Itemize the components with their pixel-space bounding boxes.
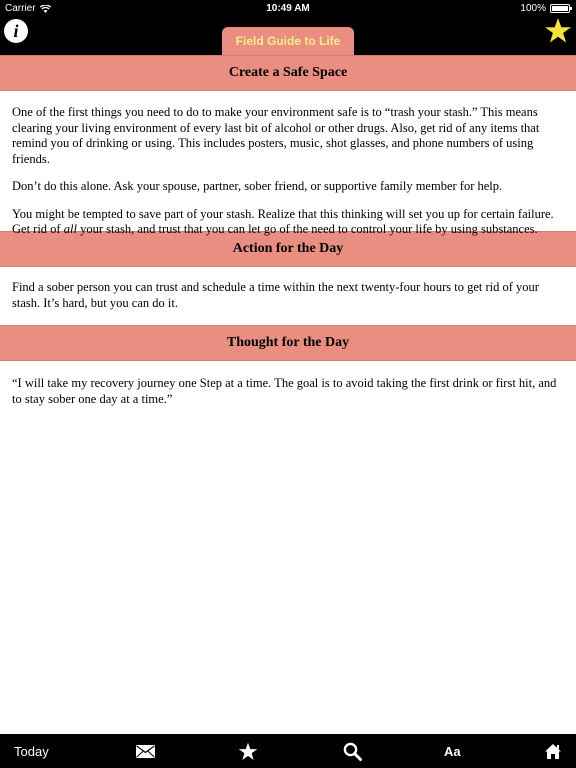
paragraph-text: You might be tempted to save part of your stash. Realize that this thinking will set you up for certain failure. Get rid of [12,206,554,236]
battery-icon [550,4,570,13]
section-heading: Thought for the Day [226,335,350,350]
paragraph: Don’t do this alone. Ask your spouse, partner, sober friend, or supportive family member for help. [12,179,503,193]
section-header-thought [0,325,576,361]
section-body-safe-space [0,91,576,236]
tab-text-size[interactable]: Aa [444,743,461,759]
tab-today[interactable]: Today [14,743,49,759]
tab-home[interactable] [542,734,564,768]
section-heading: Action for the Day [232,241,344,256]
tab-favorites[interactable] [236,734,260,768]
status-right [520,3,570,14]
paragraph: “I will take my recovery journey one Step at a time. The goal is to avoid taking the first drink or first hit, and to stay sober one day at a time.” [12,376,557,406]
emphasis-text: all [63,222,77,236]
page-title: Field Guide to Life [235,34,341,48]
info-button[interactable] [4,19,28,43]
tab-mail[interactable] [134,734,156,768]
status-time: 10:49 AM [266,3,310,14]
section-header-safe-space [0,55,576,91]
paragraph [12,207,564,238]
tab-search[interactable] [341,734,363,768]
title-tab [222,27,354,55]
mail-icon [136,745,155,758]
status-bar [0,0,576,17]
tab-bar [0,734,576,768]
section-body-action [0,267,576,325]
star-icon [238,742,258,761]
paragraph: One of the first things you need to do to make your environment safe is to “trash your stash.” This means clearing your living environment of every last bit of alcohol or other drugs. Also, get rid of any items that remind you of drinking or using. This includes posters, music, shot glasses, and phone numbers of using friends. [12,105,540,166]
favorite-star-icon[interactable] [544,17,572,45]
content [0,55,576,417]
paragraph: Find a sober person you can trust and schedule a time within the next twenty-four hours to get rid of your stash. It’s hard, but you can do it. [12,280,539,310]
battery-percent: 100% [520,3,546,14]
search-icon [343,742,362,761]
info-icon: i [13,20,19,41]
carrier-label: Carrier [5,3,36,14]
paragraph-text: your stash, and trust that you can let go of the need to control your life by using substances. [76,222,538,236]
section-body-thought [0,361,576,417]
nav-bar [0,17,576,55]
section-heading: Create a Safe Space [228,65,348,80]
home-icon [544,743,562,760]
